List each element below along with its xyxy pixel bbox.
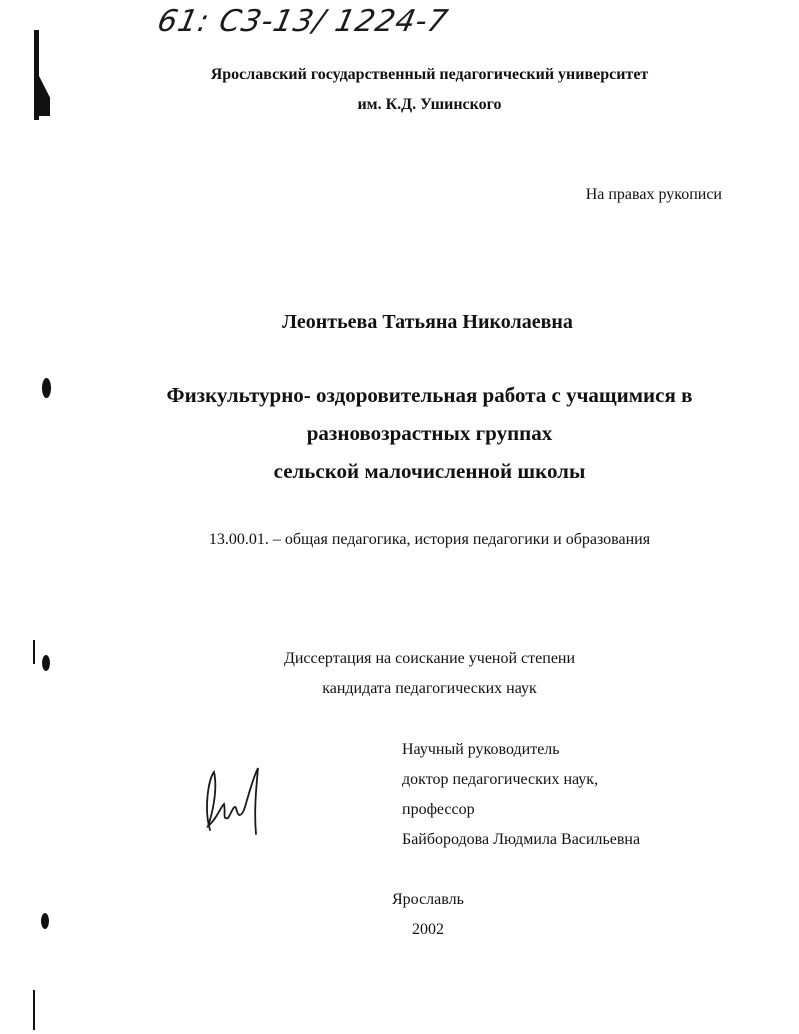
author-name: Леонтьева Татьяна Николаевна bbox=[282, 311, 573, 333]
university-name: Ярославский государственный педагогический университет bbox=[210, 66, 649, 83]
advisor-name: Байбородова Людмила Васильевна bbox=[402, 831, 641, 848]
rights-note: На правах рукописи bbox=[585, 186, 722, 203]
advisor-label: Научный руководитель bbox=[402, 741, 560, 758]
specialty: 13.00.01. – общая педагогика, история педагогики и образования bbox=[208, 531, 651, 548]
title-line-1: Физкультурно- оздоровительная работа с учащимися в bbox=[166, 383, 693, 407]
advisor-degree: доктор педагогических наук, bbox=[402, 771, 599, 788]
year: 2002 bbox=[412, 921, 444, 938]
title-line-3: сельской малочисленной школы bbox=[273, 459, 586, 483]
university-dedication: им. К.Д. Ушинского bbox=[357, 96, 502, 113]
degree-line-2: кандидата педагогических наук bbox=[322, 680, 537, 697]
degree-line-1: Диссертация на соискание ученой степени bbox=[283, 650, 576, 667]
title-line-2: разновозрастных группах bbox=[306, 421, 553, 445]
scan-artifact-dot-3 bbox=[41, 913, 49, 929]
archive-code: 61: С3-13/ 1224-7 bbox=[154, 4, 452, 39]
scan-artifact-line-2 bbox=[33, 990, 35, 1030]
city: Ярославль bbox=[392, 891, 464, 908]
signature-image bbox=[200, 760, 270, 840]
advisor-position: профессор bbox=[402, 801, 475, 818]
